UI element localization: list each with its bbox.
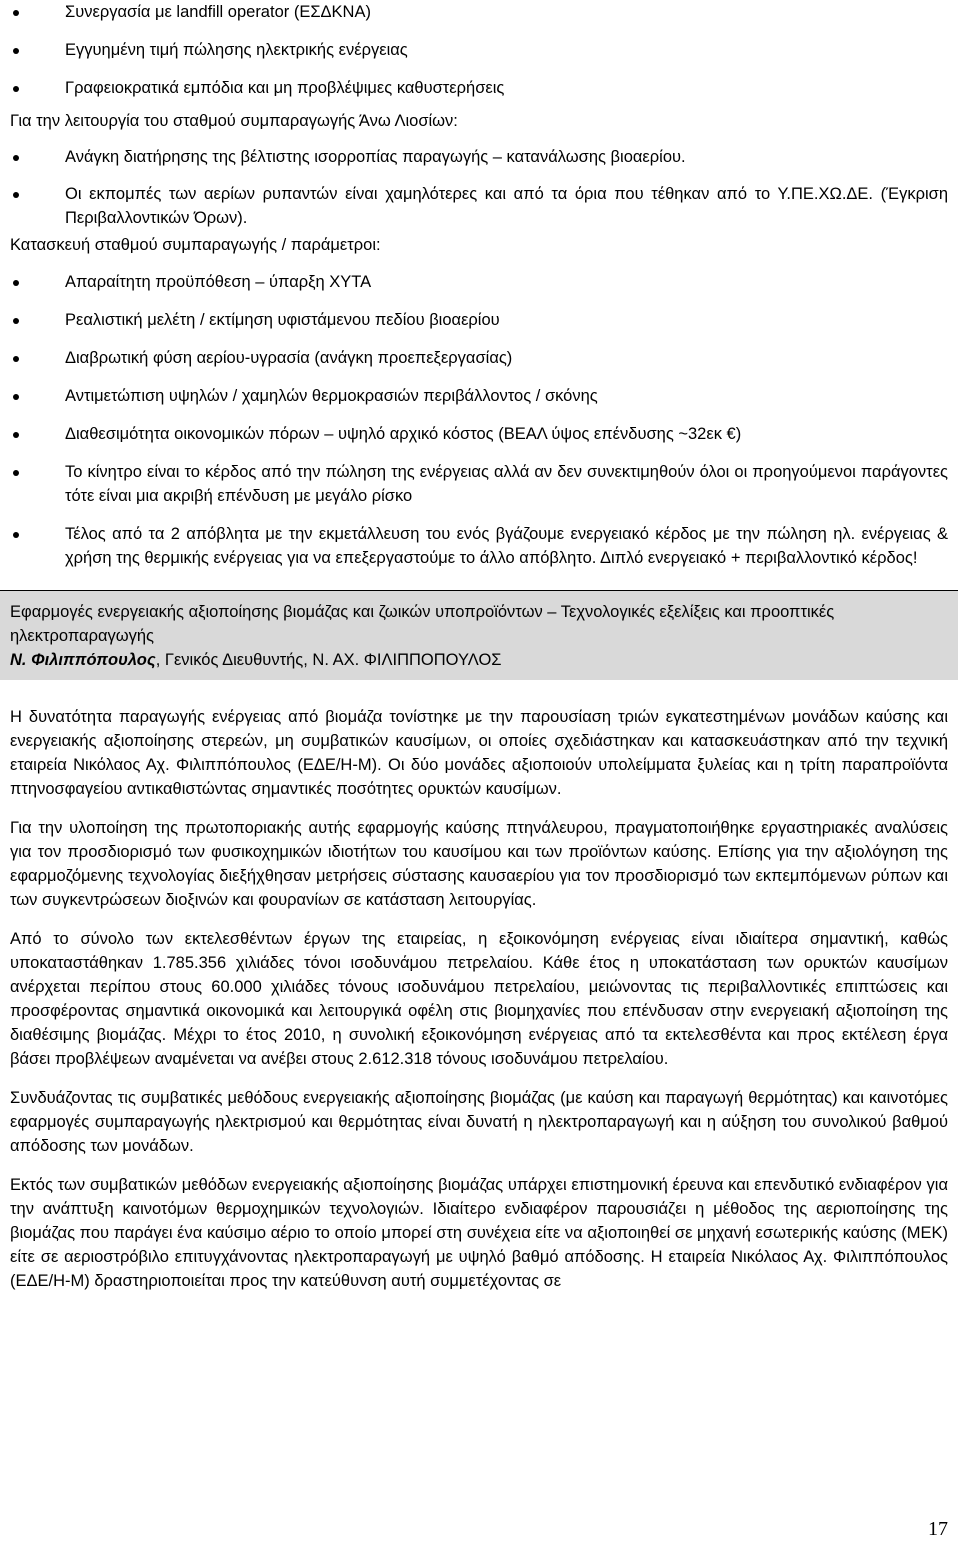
- list-item: Εγγυημένη τιμή πώλησης ηλεκτρικής ενέργειας: [10, 38, 948, 62]
- heading-ano-liosia-operation: Για την λειτουργία του σταθμού συμπαραγωγής Άνω Λιοσίων:: [10, 112, 458, 130]
- list-item: Συνεργασία με landfill operator (ΕΣΔΚΝΑ): [10, 0, 948, 24]
- list-item: Τέλος από τα 2 απόβλητα με την εκμετάλλευση του ενός βγάζουμε ενεργειακό κέρδος με την πώληση ηλ. ενέργειας & χρήση της θερμικής ενέργειας για να επεξεργαστούμε το άλλο απόβλητο. Διπλό ενεργειακό + περιβαλλοντικό κέρδος!: [10, 522, 948, 570]
- list-item: Το κίνητρο είναι το κέρδος από την πώληση της ενέργειας αλλά αν δεν συνεκτιμηθούν όλοι οι προηγούμενοι παράγοντες τότε είναι μια ακριβή επένδυση με μεγάλο ρίσκο: [10, 460, 948, 508]
- bullet-list-operation: [10, 145, 948, 230]
- list-item: Οι εκπομπές των αερίων ρυπαντών είναι χαμηλότερες και από τα όρια που τέθηκαν από το Υ.ΠΕ.ΧΩ.ΔΕ. (Έγκριση Περιβαλλοντικών Όρων).: [10, 182, 948, 230]
- section-header-box: [0, 590, 958, 680]
- paragraph: Εκτός των συμβατικών μεθόδων ενεργειακής αξιοποίησης βιομάζας υπάρχει επιστημονική έρευνα και επενδυτικό ενδιαφέρον για την ανάπτυξη καινοτόμων θερμοχημικών τεχνολογιών. Ιδιαίτερο ενδιαφέρον παρουσιάζει η μέθοδος της αεριοποίησης της βιομάζας που παράγει ένα καύσιμο αέριο το οποίο μπορεί στη συνέχεια είτε να αξιοποιηθεί σε μηχανή εσωτερικής καύσης (ΜΕΚ) είτε σε αεριοστρόβιλο επιτυγχάνοντας ηλεκτροπαραγωγή με υψηλό βαθμό απόδοσης. Η εταιρεία Νικόλαος Αχ. Φιλιππόπουλος (ΕΔΕ/Η-Μ) δραστηριοποιείται προς την κατεύθυνση αυτή συμμετέχοντας σε: [10, 1176, 948, 1290]
- page-number: 17: [928, 1518, 948, 1540]
- bullet-list-partnership: [10, 0, 948, 100]
- section-title: Εφαρμογές ενεργειακής αξιοποίησης βιομάζας και ζωικών υποπροϊόντων – Τεχνολογικές εξελίξεις και προοπτικές ηλεκτροπαραγωγής: [10, 603, 835, 645]
- paragraph: Από το σύνολο των εκτελεσθέντων έργων της εταιρείας, η εξοικονόμηση ενέργειας είναι ιδιαίτερα σημαντική, καθώς υποκαταστάθηκαν 1.785.356 χιλιάδες τόνοι ισοδυνάμου πετρελαίου. Κάθε έτος η υποκατάσταση των ορυκτών καυσίμων ανέρχεται περίπου στους 60.000 χιλιάδες τόνους ισοδυνάμου πετρελαίου, μειώνοντας τις περιβαλλοντικές επιπτώσεις και προσφέροντας σημαντικά οικονομικά και λειτουργικά οφέλη στις βιομηχανίες που επένδυσαν στην ενεργειακή αξιοποίηση της διαθέσιμης βιομάζας. Μέχρι το έτος 2010, η συνολική εξοικονόμηση ενέργειας από τα εκτελεσθέντα και προς εκτέλεση έργα βάσει προβλέψεων αναμένεται να ανέβει στους 2.612.318 τόνους ισοδυνάμου πετρελαίου.: [10, 930, 948, 1068]
- paragraph: Συνδυάζοντας τις συμβατικές μεθόδους ενεργειακής αξιοποίησης βιομάζας (με καύση και παραγωγή θερμότητας) και καινοτόμες εφαρμογές συμπαραγωγής ηλεκτρισμού και θερμότητας είναι δυνατή η ηλεκτροπαραγωγή και η αύξηση του συνολικού βαθμού απόδοσης των μονάδων.: [10, 1089, 948, 1155]
- list-item: Ανάγκη διατήρησης της βέλτιστης ισορροπίας παραγωγής – κατανάλωσης βιοαερίου.: [10, 145, 948, 169]
- paragraph: Η δυνατότητα παραγωγής ενέργειας από βιομάζα τονίστηκε με την παρουσίαση τριών εγκατεστημένων μονάδων καύσης και ενεργειακής αξιοποίησης στερεών, μη συμβατικών καυσίμων, οι οποίες σχεδιάστηκαν και κατασκευάστηκαν από την τεχνική εταιρεία Νικόλαος Αχ. Φιλιππόπουλος (ΕΔΕ/Η-Μ). Οι δύο μονάδες αξιοποιούν υπολείμματα ξυλείας και η τρίτη παραπροϊόντα πτηνοσφαγείου αντικαθιστώντας σημαντικές ποσότητες ορυκτών καυσίμων.: [10, 708, 948, 798]
- bullet-list-parameters: [10, 270, 948, 570]
- list-item: Αντιμετώπιση υψηλών / χαμηλών θερμοκρασιών περιβάλλοντος / σκόνης: [10, 384, 948, 408]
- author-name: Ν. Φιλιππόπουλος: [10, 651, 156, 669]
- list-item: Απαραίτητη προϋπόθεση – ύπαρξη ΧΥΤΑ: [10, 270, 948, 294]
- paragraph: Για την υλοποίηση της πρωτοποριακής αυτής εφαρμογής καύσης πτηνάλευρου, πραγματοποιήθηκε εργαστηριακές αναλύσεις για τον προσδιορισμό των φυσικοχημικών ιδιοτήτων του καυσίμου και των προϊόντων καύσης. Επίσης για την αξιολόγηση της εφαρμοζόμενης τεχνολογίας διεξήχθησαν μετρήσεις σύστασης καυσαερίου για τον προσδιορισμό των εκπεμπόμενων ρύπων και των συγκεντρώσεων διοξινών και φουρανίων σε κατάσταση λειτουργίας.: [10, 819, 948, 909]
- list-item: Διαθεσιμότητα οικονομικών πόρων – υψηλό αρχικό κόστος (ΒΕΑΛ ύψος επένδυσης ~32εκ €): [10, 422, 948, 446]
- document-page: [10, 0, 948, 1293]
- section-author: [10, 648, 948, 672]
- heading-construction-parameters: Κατασκευή σταθμού συμπαραγωγής / παράμετροι:: [10, 236, 381, 254]
- list-item: Ρεαλιστική μελέτη / εκτίμηση υφιστάμενου πεδίου βιοαερίου: [10, 308, 948, 332]
- list-item: Διαβρωτική φύση αερίου-υγρασία (ανάγκη προεπεξεργασίας): [10, 346, 948, 370]
- author-role: , Γενικός Διευθυντής, Ν. ΑΧ. ΦΙΛΙΠΠΟΠΟΥΛΟΣ: [155, 651, 502, 669]
- list-item: Γραφειοκρατικά εμπόδια και μη προβλέψιμες καθυστερήσεις: [10, 76, 948, 100]
